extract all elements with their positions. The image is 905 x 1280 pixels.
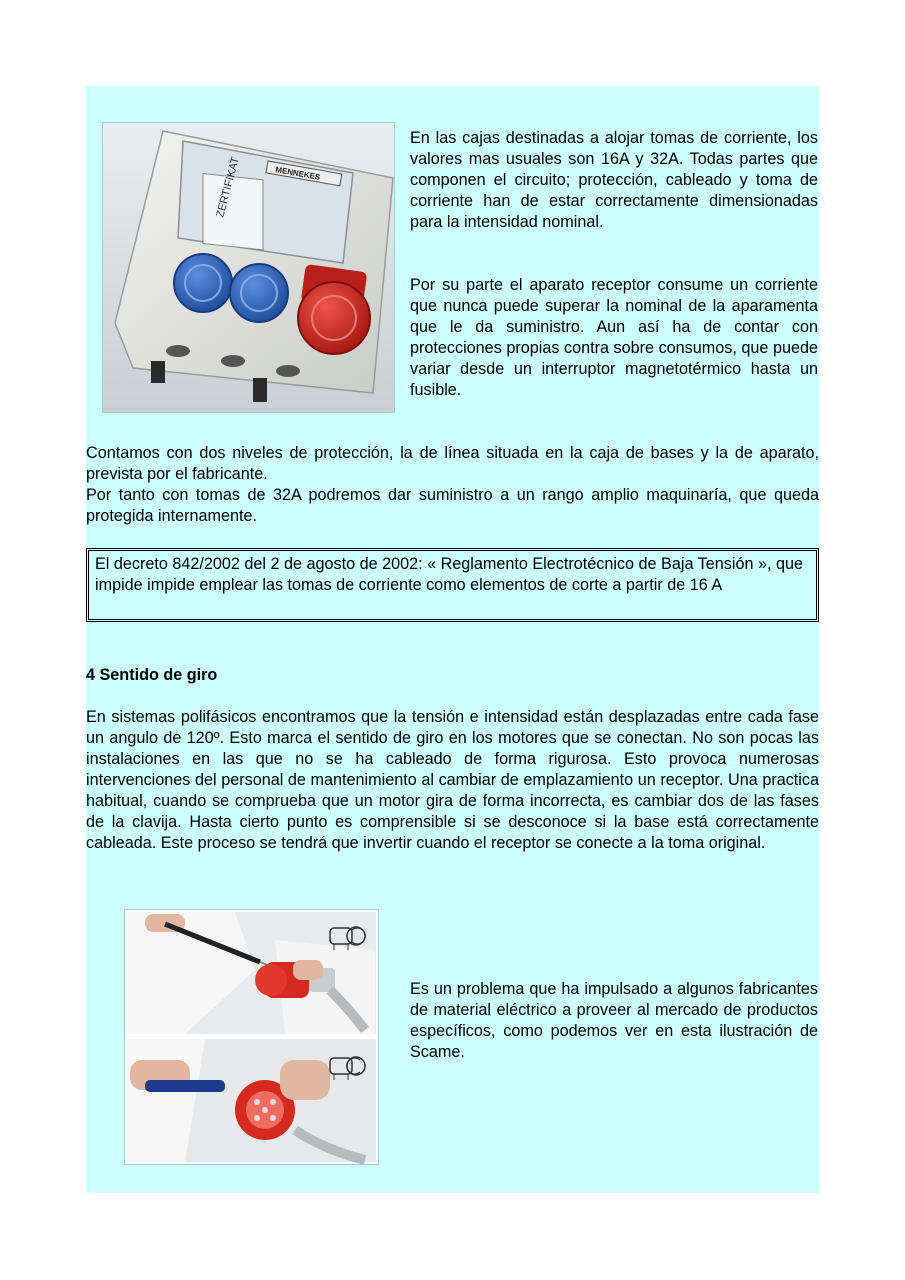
- blue-socket-1: [174, 254, 232, 312]
- manufacturers-paragraph: Es un problema que ha impulsado a algunos fabricantes de material eléctrico a proveer al mercado de productos específicos, como podemos ver en esta ilustración de Scame.: [410, 980, 818, 1061]
- protection-levels-paragraph: Contamos con dos niveles de protección, la de línea situada en la caja de bases y la de aparato, prevista por el fabricante.: [86, 444, 819, 483]
- supply-paragraph: Por tanto con tomas de 32A podremos dar suministro a un rango amplio maquinaría, que queda protegida internamente.: [86, 486, 819, 525]
- decree-notice-text: El decreto 842/2002 del 2 de agosto de 2002: « Reglamento Electrotécnico de Baja Tensión », que impide impide emplear las tomas de corriente como elementos de corte a partir de 16 A: [95, 555, 803, 594]
- receptor-paragraph: Por su parte el aparato receptor consume un corriente que nunca puede superar la nominal de la aparamenta que le da suministro. Aun así ha de contar con protecciones propias contra sobre consumos, que puede variar desde un interruptor magnetotérmico hasta un fusible.: [410, 276, 818, 399]
- plug-wiring-image: [124, 909, 379, 1165]
- section-heading: 4 Sentido de giro: [86, 666, 218, 684]
- decree-notice-box: [86, 548, 819, 622]
- blue-socket-2: [230, 264, 288, 322]
- rotation-paragraph: En sistemas polifásicos encontramos que la tensión e intensidad están desplazadas entre cada fase un angulo de 120º. Esto marca el sentido de giro en los motores que se conectan. No son pocas las instalaciones en las que no se ha cableado de forma rigurosa. Esto provoca numerosas intervenciones del personal de mantenimiento al cambiar de emplazamiento un receptor. Una practica habitual, cuando se comprueba que un motor gira de forma incorrecta, es cambiar dos de las fases de la clavija. Hasta cierto punto es comprensible si se desconoce si la base está correctamente cableada. Este proceso se tendrá que invertir cuando el receptor se conecte a la toma original.: [86, 708, 819, 852]
- intro-paragraph: En las cajas destinadas a alojar tomas de corriente, los valores mas usuales son 16A y 32A. Todas partes que componen el circuito; protección, cableado y toma de corriente han de estar correctamente dimensionadas para la intensidad nominal.: [410, 129, 818, 231]
- socket-box-illustration: [103, 123, 394, 412]
- socket-box-image: [102, 122, 395, 413]
- brand-label: MENNEKES: [274, 165, 321, 182]
- plug-wiring-illustration: [125, 910, 378, 1164]
- red-socket: [298, 282, 370, 354]
- certificate-label: ZERTIFIKAT: [214, 155, 242, 219]
